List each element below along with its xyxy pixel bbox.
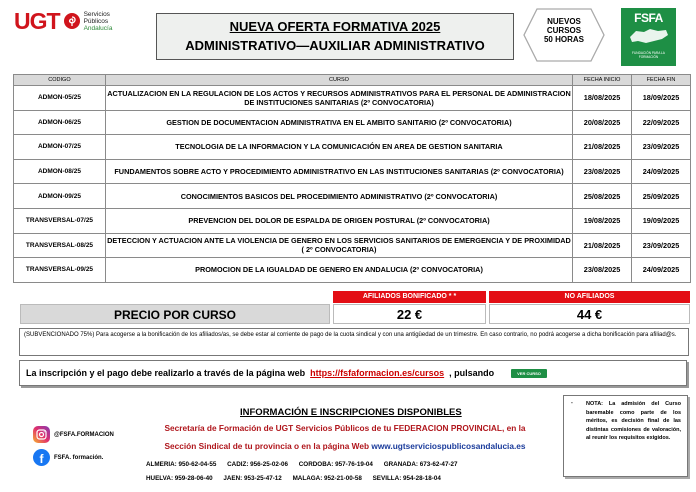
phone-almeria: ALMERIA: 950-62-04-55 <box>146 461 217 468</box>
course-end: 18/09/2025 <box>632 86 691 111</box>
course-code: ADMON-09/25 <box>14 184 106 209</box>
course-name: GESTION DE DOCUMENTACION ADMINISTRATIVA EN EL AMBITO SANITARIO (2º CONVOCATORIA) <box>105 110 572 135</box>
course-name: ACTUALIZACION EN LA REGULACION DE LOS ACTOS Y RECURSOS ADMINISTRATIVOS PARA EL PERSONAL DE ADMINISTRACION DE INSTITUCIONES SANITARIAS (2º CONVOCATORIA) <box>105 86 572 111</box>
info-title: INFORMACIÓN E INSCRIPCIONES DISPONIBLES <box>240 407 462 418</box>
course-code: ADMON-07/25 <box>14 135 106 160</box>
affiliated-price-header: AFILIADOS BONIFICADO * * <box>333 291 486 303</box>
ugt-sub1: Servicios <box>83 10 110 18</box>
table-row <box>14 159 691 184</box>
course-start: 21/08/2025 <box>573 233 632 258</box>
phone-malaga: MALAGA: 952-21-00-58 <box>292 475 362 482</box>
phone-granada: GRANADA: 673-62-47-27 <box>383 461 458 468</box>
fsfa-logo <box>621 8 676 66</box>
andalucia-map-icon <box>628 27 670 45</box>
table-header-row <box>14 75 691 86</box>
table-row <box>14 135 691 160</box>
phones-row2 <box>146 475 546 482</box>
instagram-handle: @FSFA.FORMACION <box>54 431 114 438</box>
non-affiliated-price-header: NO AFILIADOS <box>489 291 690 303</box>
course-name: TECNOLOGIA DE LA INFORMACION Y LA COMUNICACIÓN EN AREA DE GESTION SANITARIA <box>105 135 572 160</box>
badge-line1: NUEVOS <box>547 17 581 26</box>
phone-cordoba: CORDOBA: 957-76-19-04 <box>298 461 373 468</box>
instagram-icon <box>33 426 50 443</box>
course-start: 25/08/2025 <box>573 184 632 209</box>
secretaria-line2-text: Sección Sindical de tu provincia o en la página Web <box>164 441 370 451</box>
ugt-sub3: Andalucía <box>83 24 113 32</box>
inscription-link[interactable]: https://fsfaformacion.es/cursos <box>310 368 445 378</box>
course-start: 23/08/2025 <box>573 258 632 283</box>
table-row <box>14 258 691 283</box>
course-code: TRANSVERSAL-09/25 <box>14 258 106 283</box>
price-label: PRECIO POR CURSO <box>20 304 330 324</box>
ver-curso-button[interactable]: VER CURSO <box>511 369 547 378</box>
table-row <box>14 110 691 135</box>
header-fecha-fin: FECHA FIN <box>632 75 691 86</box>
ugt-logo <box>14 5 140 37</box>
phone-cadiz: CADIZ: 956-25-02-06 <box>227 461 288 468</box>
subsidy-notice: (SUBVENCIONADO 75%) Para acogerse a la bonificación de los afiliados/as, se debe estar al corriente de pago de la cuota sindical y con una antigüedad de un trimestre. En caso contrario, no podrá acogerse a dicha bonificación para afiliad@s. <box>19 328 689 356</box>
course-start: 18/08/2025 <box>573 86 632 111</box>
table-row <box>14 86 691 111</box>
phone-jaen: JAEN: 953-25-47-12 <box>223 475 282 482</box>
fsfa-logo-text: FSFA <box>634 11 663 25</box>
ugt-sub2: Públicos <box>83 17 109 25</box>
badge-line2: CURSOS <box>546 26 582 35</box>
phone-huelva: HUELVA: 959-28-06-40 <box>146 475 213 482</box>
facebook-handle: FSFA. formación. <box>54 454 104 461</box>
nota-box <box>563 395 688 477</box>
fsfa-small-text: FUNDACIÓN PARA LA FORMACIÓN <box>632 51 665 59</box>
ugt-logo-text: UGT <box>14 7 60 34</box>
secretaria-line1: Secretaría de Formación de UGT Servicios Públicos de tu FEDERACION PROVINCIAL, en la <box>164 423 526 433</box>
course-name: CONOCIMIENTOS BASICOS DEL PROCEDIMIENTO ADMINISTRATIVO (2º CONVOCATORIA) <box>105 184 572 209</box>
title-line2: ADMINISTRATIVO—AUXILIAR ADMINISTRATIVO <box>185 38 485 53</box>
website-link[interactable]: www.ugtserviciospublicosandalucia.es <box>371 441 526 451</box>
title-box <box>156 13 514 60</box>
course-start: 20/08/2025 <box>573 110 632 135</box>
affiliated-price: 22 € <box>333 304 486 324</box>
course-name: PREVENCION DEL DOLOR DE ESPALDA DE ORIGEN POSTURAL (2º CONVOCATORIA) <box>105 208 572 233</box>
course-end: 19/09/2025 <box>632 208 691 233</box>
new-courses-badge-text <box>523 17 605 44</box>
badge-line3: 50 HORAS <box>543 35 584 44</box>
inscription-box <box>19 360 687 386</box>
course-code: TRANSVERSAL-08/25 <box>14 233 106 258</box>
header-codigo: CODIGO <box>14 75 106 86</box>
non-affiliated-price: 44 € <box>489 304 690 324</box>
ugt-rose-icon <box>64 13 80 29</box>
phone-sevilla: SEVILLA: 954-28-18-04 <box>372 475 441 482</box>
course-code: ADMON-05/25 <box>14 86 106 111</box>
course-start: 23/08/2025 <box>573 159 632 184</box>
course-end: 23/09/2025 <box>632 233 691 258</box>
secretaria-line2 <box>130 441 560 452</box>
table-row <box>14 184 691 209</box>
course-end: 24/09/2025 <box>632 159 691 184</box>
header-curso: CURSO <box>105 75 572 86</box>
title-line1: NUEVA OFERTA FORMATIVA 2025 <box>229 19 441 34</box>
course-code: ADMON-06/25 <box>14 110 106 135</box>
course-end: 23/09/2025 <box>632 135 691 160</box>
instagram-link[interactable] <box>33 426 114 443</box>
course-start: 21/08/2025 <box>573 135 632 160</box>
course-table <box>13 74 691 283</box>
course-end: 24/09/2025 <box>632 258 691 283</box>
inscription-after: , pulsando <box>449 368 495 378</box>
inscription-text: La inscripción y el pago debe realizarlo a través de la página web <box>26 368 306 378</box>
header-fecha-inicio: FECHA INICIO <box>573 75 632 86</box>
course-end: 25/09/2025 <box>632 184 691 209</box>
course-start: 19/08/2025 <box>573 208 632 233</box>
facebook-link[interactable] <box>33 449 103 466</box>
nota-dash: - <box>571 400 573 406</box>
course-name: PROMOCION DE LA IGUALDAD DE GENERO EN ANDALUCIA (2º CONVOCATORIA) <box>105 258 572 283</box>
course-name: DETECCION Y ACTUACION ANTE LA VIOLENCIA DE GENERO EN LOS SERVICIOS SANITARIOS DE EMERGENCIA Y DE PROXIMIDAD ( 2º CONVOCATORIA) <box>105 233 572 258</box>
phones-row1 <box>146 461 546 468</box>
table-row <box>14 233 691 258</box>
table-row <box>14 208 691 233</box>
course-code: ADMON-08/25 <box>14 159 106 184</box>
course-name: FUNDAMENTOS SOBRE ACTO Y PROCEDIMIENTO ADMINISTRATIVO EN LAS INSTITUCIONES SANITARIAS (2º CONVOCATORIA) <box>105 159 572 184</box>
ugt-logo-subtitle <box>84 11 113 32</box>
nota-text: NOTA: La admisión del Curso baremable como parte de los méritos, es decisión final de las distintas comisiones de valoración, al reunir los requisitos exigidos. <box>586 401 681 442</box>
course-end: 22/09/2025 <box>632 110 691 135</box>
course-code: TRANSVERSAL-07/25 <box>14 208 106 233</box>
facebook-icon: f <box>33 449 50 466</box>
